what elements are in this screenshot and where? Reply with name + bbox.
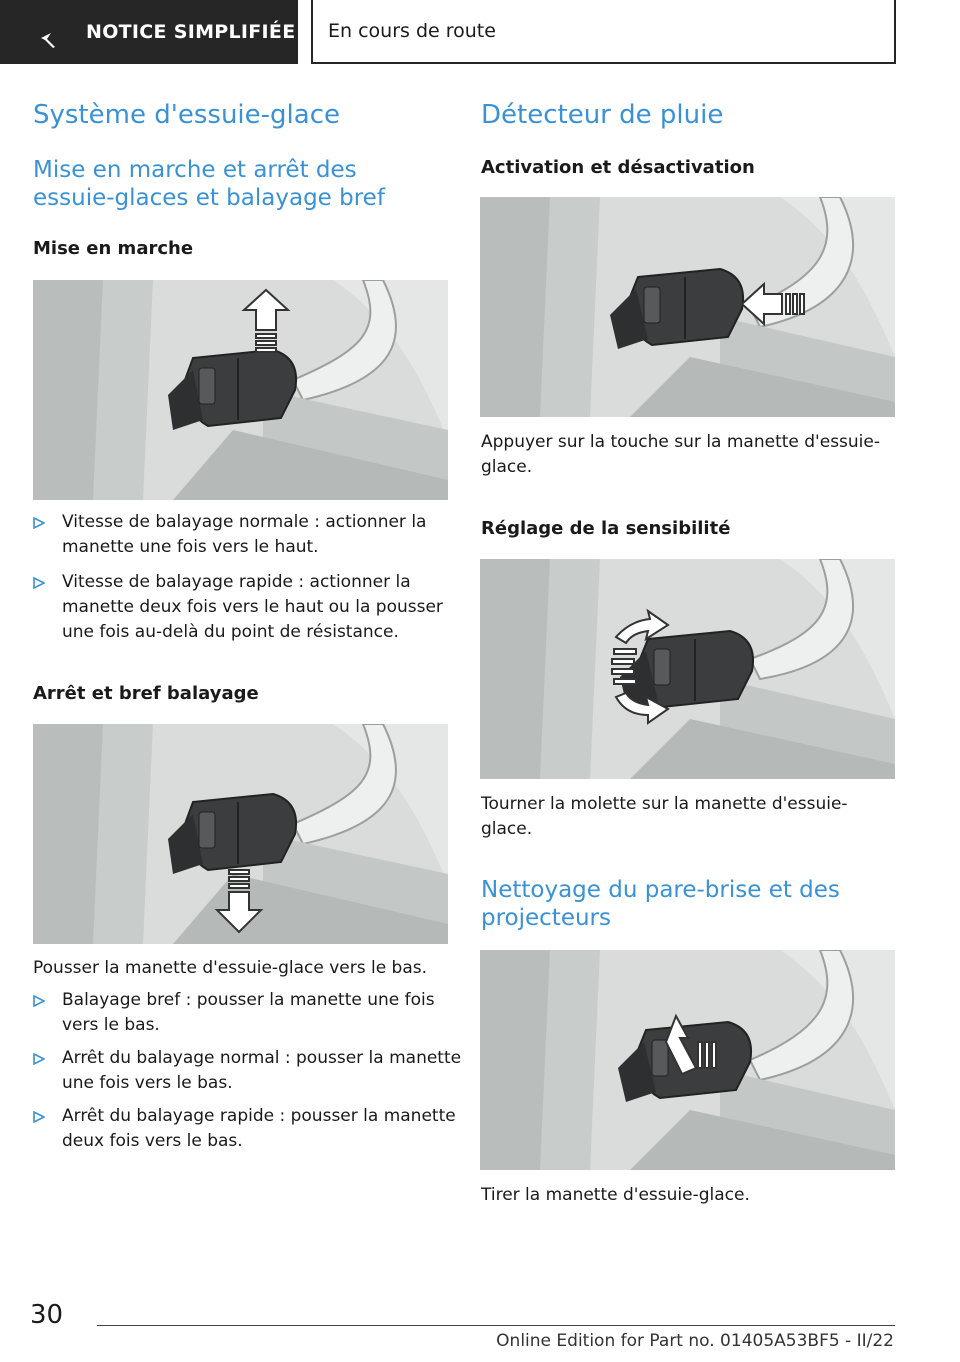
- activation-heading: Activation et désactivation: [481, 157, 755, 178]
- wiper-down-image: [33, 724, 448, 944]
- rain-sensor-button-image: [480, 197, 895, 417]
- bullet-triangle-icon: [33, 995, 45, 1007]
- sensitivity-wheel-image: [480, 559, 895, 779]
- header-section: [311, 0, 896, 64]
- bullet-triangle-icon: [33, 517, 45, 529]
- cleaning-text: Tirer la manette d'essuie-glace.: [481, 1185, 750, 1205]
- steering-wheel-icon: [38, 30, 58, 50]
- bullet-text: Arrêt du balayage rapide : pousser la manette deux fois vers le bas.: [62, 1106, 456, 1151]
- list-item: [33, 1104, 462, 1154]
- footer-edition: Online Edition for Part no. 01405A53BF5 - II/22: [496, 1331, 894, 1351]
- section-subtitle: Mise en marche et arrêt des essuie-glaces et balayage bref: [33, 157, 385, 212]
- list-item: [33, 988, 462, 1038]
- cleaning-title: Nettoyage du pare-brise et des projecteurs: [481, 877, 840, 932]
- activation-text: Appuyer sur la touche sur la manette d'essuie-glace.: [481, 432, 880, 477]
- bullet-text: Arrêt du balayage normal : pousser la manette une fois vers le bas.: [62, 1048, 462, 1093]
- washer-pull-image: [480, 950, 895, 1170]
- header-tab[interactable]: [0, 0, 298, 64]
- arret-intro: Pousser la manette d'essuie-glace vers le bas.: [33, 958, 428, 978]
- mise-heading: Mise en marche: [33, 238, 194, 259]
- list-item: [33, 570, 462, 645]
- section-title: En cours de route: [328, 20, 496, 42]
- page-number: 30: [30, 1300, 64, 1330]
- bullet-text: Vitesse de balayage rapide : actionner la manette deux fois vers le haut ou la pousser une fois au-delà du point de résistance.: [62, 572, 443, 642]
- wiper-up-image: [33, 280, 448, 500]
- list-item: [33, 510, 462, 560]
- page-title: Système d'essuie-glace: [33, 100, 340, 130]
- bullet-triangle-icon: [33, 1111, 45, 1123]
- bullet-text: Balayage bref : pousser la manette une fois vers le bas.: [62, 990, 435, 1035]
- list-item: [33, 1046, 462, 1096]
- bullet-triangle-icon: [33, 1053, 45, 1065]
- sensitivity-text: Tourner la molette sur la manette d'essuie-glace.: [481, 794, 848, 839]
- arret-heading: Arrêt et bref balayage: [33, 683, 259, 704]
- sensitivity-heading: Réglage de la sensibilité: [481, 518, 731, 539]
- rain-sensor-title: Détecteur de pluie: [481, 100, 724, 130]
- footer-divider: [97, 1325, 895, 1326]
- bullet-text: Vitesse de balayage normale : actionner la manette une fois vers le haut.: [62, 512, 427, 557]
- bullet-triangle-icon: [33, 577, 45, 589]
- header-tab-label: NOTICE SIMPLIFIÉE: [86, 21, 296, 43]
